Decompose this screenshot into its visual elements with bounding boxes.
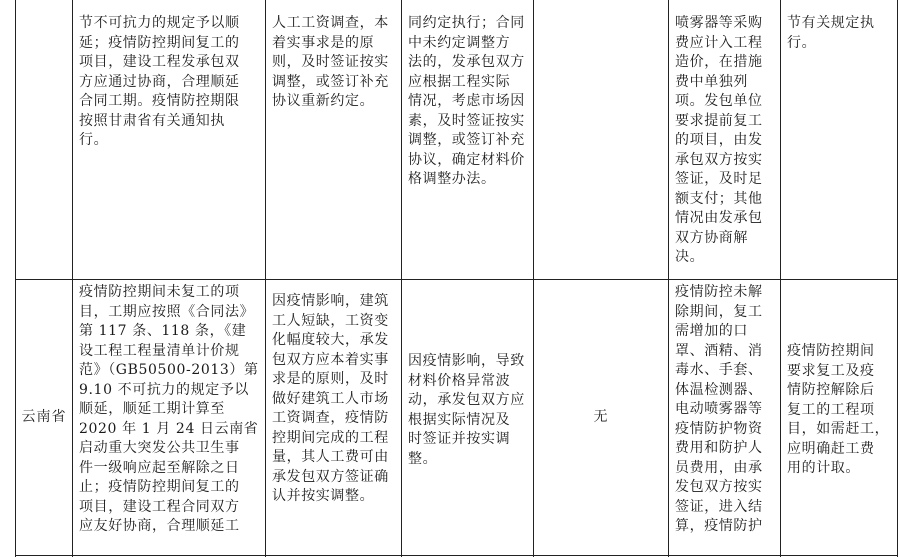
other-cell: 无 <box>593 408 609 425</box>
province-cell: 云南省 <box>21 408 67 425</box>
labor-cost-cell: 人工工资调查，本 着实事求是的原 则，及时签证按实 调整，或签订补充 协议重新约定。 <box>272 15 389 109</box>
table-border-bottom <box>15 555 898 556</box>
row-divider <box>15 279 898 280</box>
rush-cost-cell: 疫情防控期间 要求复工及疫 情防控解除后 复工的工程项 目，如需赶工， 应明确赶工费 用的计取。 <box>787 343 890 476</box>
labor-cost-cell: 因疫情影响，建筑 工人短缺，工资变 化幅度较大，承发 包双方应本着实事 求是的原则，及时 做好建筑工人市场 工资调查，疫情防 控期间完成的工程 量，其人工费可由 承发包双方签证确 认并按实调整。 <box>272 293 389 504</box>
province-cell <box>16 0 72 279</box>
other-cell <box>534 0 668 279</box>
material-price-cell: 因疫情影响，导致 材料价格异常波 动，承发包双方应 根据实际情况及 时签证并按实调 整。 <box>408 353 525 467</box>
material-price-cell: 同约定执行；合同 中未约定调整方 法的，发承包双方 应根据工程实际 情况，考虑市场因 素，及时签证按实 调整，或签订补充 协议，确定材料价 格调整办法。 <box>408 15 525 187</box>
protection-cost-cell: 喷雾器等采购 费应计入工程 造价，在措施 费中单独列 项。发包单位 要求提前复工 的项目，由发 承包双方按实 签证，及时足 额支付；其他 情况由发承包 双方协商解 决。 <box>675 15 763 265</box>
duration-cell: 节不可抗力的规定予以顺 延；疫情防控期间复工的 项目，建设工程发承包双 方应通过协商，合理顺延 合同工期。疫情防控期限 按照甘肃省有关通知执 行。 <box>79 15 240 148</box>
rush-cost-cell: 节有关规定执 行。 <box>787 15 875 51</box>
duration-cell: 疫情防控期间未复工的项 目，工期应按照《合同法》 第 117 条、118 条，《建 设工程工程量清单计价规 范》（GB50500-2013）第 9.10 不可抗力的规定予以 顺延，顺延工期计算至 2020 年 1 月 24 日云南省 启动重大突发公共卫生事 件一级响应起至解除之日 止；疫情防控期间复工的 项目，建设工程合同双方 应友好协商，合理顺延工 <box>79 284 259 534</box>
protection-cost-cell: 疫情防控未解 除期间，复工 需增加的口 罩、酒精、消 毒水、手套、 体温检测器、 电动喷雾器等 疫情防护物资 费用和防护人 员费用，由承 发包双方按实 签证，进入结 算，疫情防护 <box>675 284 763 534</box>
